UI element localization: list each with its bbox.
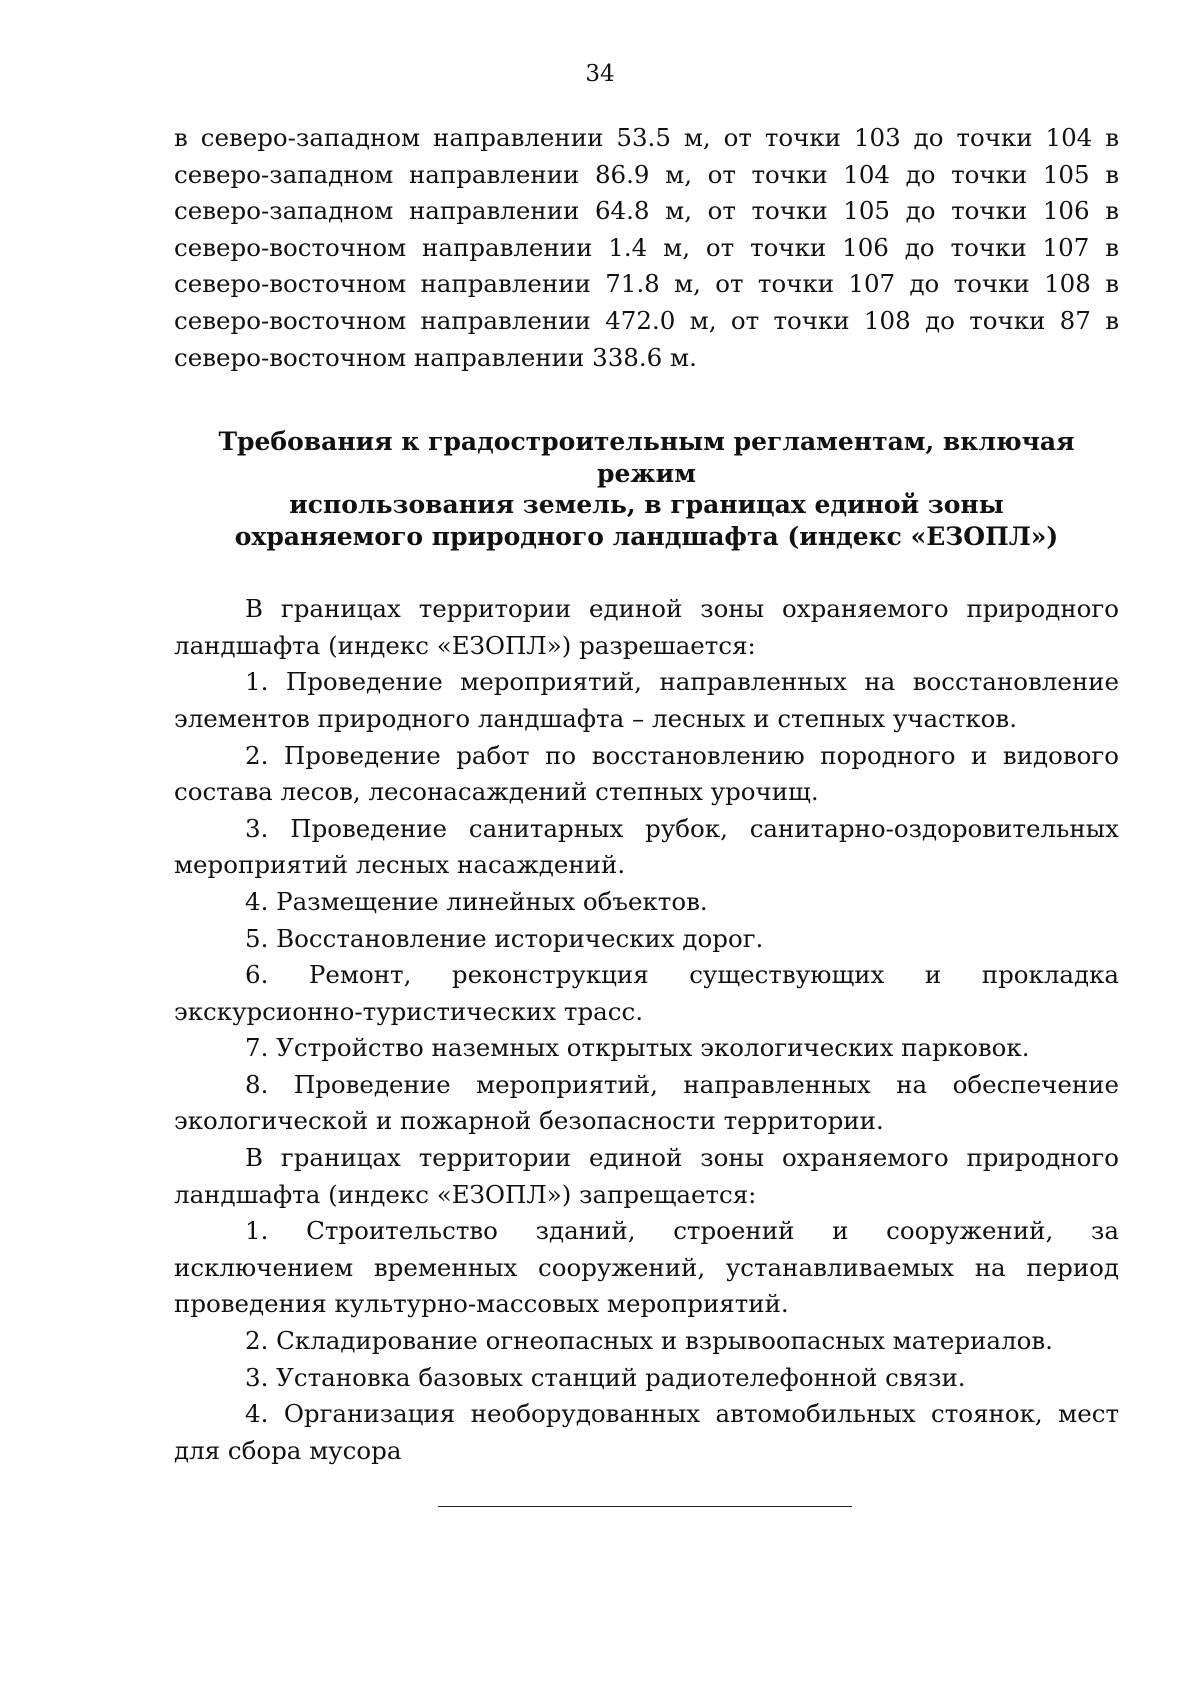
prohibited-item: 3. Установка базовых станций радиотелефонной связи. — [245, 1362, 966, 1392]
allowed-intro: В границах территории единой зоны охраняемого природного ландшафта (индекс «ЕЗОПЛ») разрешается: — [174, 594, 1119, 660]
end-separator-line — [438, 1506, 852, 1507]
allowed-item: 5. Восстановление исторических дорог. — [245, 923, 764, 953]
prohibited-item: 1. Строительство зданий, строений и сооружений, за исключением временных сооружений, устанавливаемых на период проведения культурно-массовых мероприятий. — [174, 1216, 1119, 1319]
allowed-item: 2. Проведение работ по восстановлению породного и видового состава лесов, лесонасаждений степных урочищ. — [174, 740, 1119, 807]
intro-paragraph: в северо-западном направлении 53.5 м, от точки 103 до точки 104 в северо-западном направлении 86.9 м, от точки 104 до точки 105 в северо-западном направлении 64.8 м, от точки 105 до точки 106 в северо-восточном направлении 1.4 м, от точки 106 до точки 107 в северо-восточном направлении 71.8 м, от точки 107 до точки 108 в северо-восточном направлении 472.0 м, от точки 108 до точки 87 в северо-восточном направлении 338.6 м. — [174, 123, 1119, 372]
allowed-item: 7. Устройство наземных открытых экологических парковок. — [245, 1033, 1030, 1063]
page-content — [174, 120, 1119, 1507]
section-heading-line: охраняемого природного ландшафта (индекс «ЕЗОПЛ») — [234, 521, 1059, 551]
allowed-item: 4. Размещение линейных объектов. — [245, 886, 708, 916]
allowed-item: 3. Проведение санитарных рубок, санитарно-оздоровительных мероприятий лесных насаждений. — [174, 813, 1119, 880]
allowed-item: 8. Проведение мероприятий, направленных на обеспечение экологической и пожарной безопасности территории. — [174, 1069, 1119, 1136]
allowed-item: 1. Проведение мероприятий, направленных на восстановление элементов природного ландшафта – лесных и степных участков. — [174, 667, 1119, 733]
prohibited-item: 4. Организация необорудованных автомобильных стоянок, мест для сбора мусора — [174, 1399, 1119, 1465]
allowed-item: 6. Ремонт, реконструкция существующих и прокладка экскурсионно-туристических трасс. — [174, 960, 1119, 1026]
section-heading-line: использования земель, в границах единой зоны — [289, 490, 1004, 520]
page-number: 34 — [585, 61, 615, 87]
prohibited-item: 2. Складирование огнеопасных и взрывоопасных материалов. — [245, 1326, 1053, 1356]
section-heading-line: Требования к градостроительным регламентам, включая режим — [218, 427, 1075, 488]
section-heading — [174, 426, 1119, 552]
prohibited-intro: В границах территории единой зоны охраняемого природного ландшафта (индекс «ЕЗОПЛ») запрещается: — [174, 1143, 1119, 1209]
